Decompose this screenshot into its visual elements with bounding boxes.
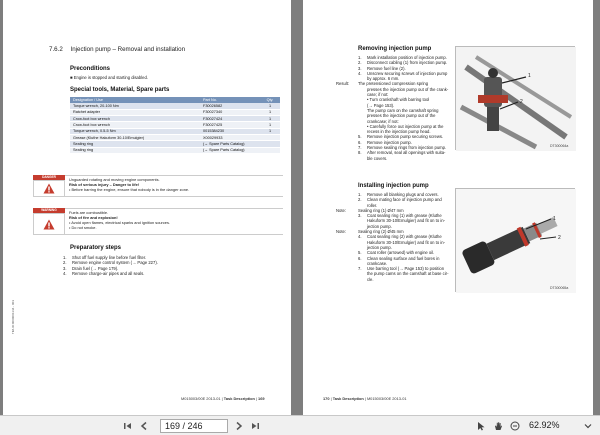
cursor-icon [476, 421, 486, 431]
list-item: crankcase; if not: [367, 118, 399, 124]
svg-text:2: 2 [558, 235, 561, 241]
table-cell: Sealing ring [70, 147, 200, 153]
prep-heading: Preparatory steps [70, 245, 122, 251]
tools-heading: Special tools, Material, Spare parts [70, 87, 170, 93]
list-item: 2. Remove engine control system (→ Page 227). [63, 260, 158, 266]
list-item: 4. Coat sealing ring (2) with grease (Kluthe [358, 234, 442, 240]
list-item: 6. Clean sealing surface and fuel bores in [358, 255, 440, 261]
table-cell: X00029933 [200, 134, 260, 140]
list-item: ble covers. [367, 155, 388, 161]
column-header: Part No. [200, 97, 260, 103]
list-item: cle. [367, 276, 374, 282]
hand-icon [493, 421, 503, 431]
warning-body [65, 208, 283, 235]
list-item: by approx. 6 mm. [367, 76, 400, 82]
table-cell: 1 [260, 116, 280, 122]
table-cell: (→ Spare Parts Catalog) [200, 147, 260, 153]
list-item: 5. Coat roller (arrowed) with engine oil. [358, 250, 435, 256]
danger-line: Unguarded rotating and moving engine components. [69, 177, 160, 182]
zoom-out-button[interactable] [509, 420, 521, 432]
list-item: presses the injection pump out of the [367, 113, 436, 119]
warning-notice [33, 208, 283, 235]
table-cell: Crow-foot box wrench [70, 122, 200, 128]
table-cell: Sealing ring [70, 141, 200, 147]
table-cell: 1 [260, 109, 280, 115]
previous-page-button[interactable] [138, 420, 150, 432]
page-number-input[interactable]: 169 / 246 [160, 419, 228, 433]
section-title: Injection pump – Removal and installation [70, 46, 186, 53]
table-cell: 1 [260, 128, 280, 134]
preconditions-heading: Preconditions [70, 66, 111, 72]
warning-triangle-icon [33, 213, 65, 235]
list-item: 8. After removal, seal all openings with suita- [358, 150, 446, 156]
prep-steps [63, 255, 278, 276]
list-item: Hakuform 30-10/Emulgier) and fit on to in- [367, 239, 445, 245]
list-item: case; if not: [367, 92, 389, 98]
list-item: Result: The pretensioned compression spring [336, 81, 429, 87]
select-tool-button[interactable] [475, 420, 487, 432]
list-item: 2. Disconnect cabling (1) from injection pump. [358, 60, 448, 66]
list-item: roller. [367, 202, 378, 208]
table-cell: Crow-foot box wrench [70, 116, 200, 122]
right-footer: 170 | Task Description | M015003/00E 2013-01 [323, 396, 407, 401]
installing-heading: Installing injection pump [358, 183, 429, 189]
warning-line: Fuels are combustible. [69, 210, 109, 215]
warning-triangle-icon [33, 180, 65, 197]
danger-tag [33, 175, 65, 197]
list-item: 7. Use barring tool (→ Page 153) to position [358, 266, 445, 272]
danger-label: DANGER [33, 175, 65, 180]
svg-text:DT300064a: DT300064a [550, 144, 569, 148]
table-row [70, 147, 280, 153]
warning-label: WARNING [33, 208, 65, 213]
first-page-icon [123, 421, 133, 431]
list-item: 2. Clean mating face of injection pump and [358, 197, 442, 203]
list-item: 3. Drain fuel (→ Page 179). [63, 265, 119, 271]
table-cell: 1 [260, 122, 280, 128]
section-number: 7.6.2 [49, 46, 63, 53]
removal-photo [455, 46, 575, 150]
next-page-button[interactable] [233, 420, 245, 432]
table-cell: 1 [260, 103, 280, 109]
list-item: 5. Remove injection pump securing screws. [358, 134, 444, 140]
table-cell: Torque wrench, 20-100 Nm [70, 103, 200, 109]
last-page-button[interactable] [249, 420, 261, 432]
list-item: 1. Mark installation position of injection pump. [358, 55, 447, 60]
zoom-out-icon [510, 421, 520, 431]
table-cell: Ratchet adapter [70, 109, 200, 115]
danger-line: • Before barring the engine, ensure that nobody is in the danger zone. [69, 187, 190, 192]
chevron-left-icon [139, 421, 149, 431]
table-cell: Grease (Kluthe Hakuform 30-10/Emulgier) [70, 134, 200, 140]
list-item: Note: Sealing ring (1) Ø47 mm [336, 207, 404, 213]
warning-line: • Do not smoke. [69, 225, 97, 230]
svg-text:DT300065a: DT300065a [550, 286, 569, 290]
list-item: 4. Unscrew securing screws of injection pump [358, 70, 448, 76]
list-item: • Turn crankshaft with barring tool [367, 97, 430, 103]
right-page [303, 0, 593, 415]
injection-pump-illustration-icon [456, 189, 576, 293]
warning-tag [33, 208, 65, 235]
column-header: Qty. [260, 97, 280, 103]
list-item: jection pump. [367, 223, 392, 229]
list-item: Note: Sealing ring (2) Ø45 mm [336, 229, 404, 235]
preconditions-item: ■ Engine is stopped and starting disabled. [70, 75, 148, 80]
last-page-icon [250, 421, 260, 431]
list-item: 6. Remove injection pump. [358, 139, 412, 145]
pump-photo [455, 188, 575, 292]
removing-heading: Removing injection pump [358, 46, 432, 52]
svg-text:1: 1 [553, 216, 556, 222]
table-cell: (→ Spare Parts Catalog) [200, 141, 260, 147]
table-cell: Torque wrench, 0.5-5 Nm [70, 128, 200, 134]
table-cell: F30027424 [200, 116, 260, 122]
left-footer: M015003/00E 2013-01 | Task Description | 169 [181, 396, 265, 401]
table-cell: F30026582 [200, 103, 260, 109]
list-item: jection pump. [367, 244, 392, 250]
left-page [3, 0, 291, 415]
table-cell: 0015384230 [200, 128, 260, 134]
zoom-menu-button[interactable] [582, 420, 594, 432]
danger-body [65, 175, 283, 197]
danger-line: Risk of serious injury – Danger to life! [69, 182, 140, 187]
list-item: 1. Shut off fuel supply line before fuel filter. [63, 255, 147, 260]
tools-table [70, 97, 280, 154]
list-item: presses the injection pump out of the crank- [367, 86, 449, 92]
list-item: recess in the injection pump head. [367, 129, 431, 135]
list-item: 4. Remove charge-air pipes and all seals. [63, 270, 145, 276]
list-item: 3. Remove fuel line (2). [358, 65, 406, 71]
table-cell [260, 147, 280, 153]
list-item: 3. Coat sealing ring (1) with grease (Kluthe [358, 213, 442, 219]
zoom-level[interactable]: 62.92% [529, 420, 560, 430]
viewer-toolbar [0, 415, 600, 435]
table-cell: F30027340 [200, 109, 260, 115]
warning-line: Risk of fire and explosion! [69, 215, 118, 220]
list-item: 7. Remove sealing rings from injection pump. [358, 145, 447, 151]
list-item: crankcase. [367, 260, 388, 266]
svg-text:1: 1 [528, 73, 531, 79]
list-item: the pump cams on the camshaft at base cir- [367, 271, 449, 277]
column-header: Designation / Use [70, 97, 200, 103]
list-item: • Carefully force out injection pump at the [367, 123, 444, 129]
danger-notice [33, 175, 283, 197]
hand-tool-button[interactable] [492, 420, 504, 432]
list-item: (→ Page 153). [367, 102, 395, 108]
section-heading [49, 46, 185, 53]
list-item: The pump cam on the camshaft spring [367, 107, 439, 113]
warning-line: • Avoid open flames, electrical sparks and ignition sources. [69, 220, 170, 225]
svg-text:2: 2 [520, 99, 523, 105]
list-item: 1. Remove all blanking plugs and covers. [358, 192, 439, 197]
list-item: Hakuform 30-10/Emulgier) and fit on to in- [367, 218, 445, 224]
engine-illustration-icon [456, 47, 576, 151]
chevron-down-icon [584, 422, 592, 430]
chevron-right-icon [234, 421, 244, 431]
table-cell: F30027425 [200, 122, 260, 128]
first-page-button[interactable] [122, 420, 134, 432]
side-label: TIM-ID:0000001144 - 003 [11, 300, 15, 335]
